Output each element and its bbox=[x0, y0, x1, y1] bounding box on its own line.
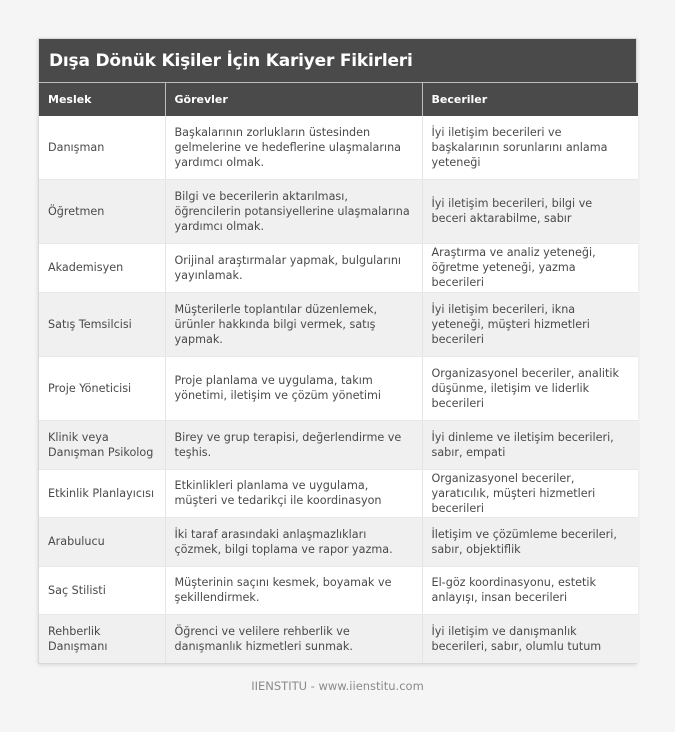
cell-gorevler: Başkalarının zorlukların üstesinden gelmelerine ve hedeflerine ulaşmalarına yardımcı olmak. bbox=[165, 116, 422, 179]
cell-beceriler: İletişim ve çözümleme becerileri, sabır, objektiflik bbox=[422, 517, 638, 566]
cell-meslek: Akademisyen bbox=[39, 243, 165, 292]
table-row bbox=[39, 566, 638, 614]
cell-beceriler: İyi dinleme ve iletişim becerileri, sabır, empati bbox=[422, 420, 638, 469]
cell-beceriler: İyi iletişim becerileri ve başkalarının sorunlarını anlama yeteneği bbox=[422, 116, 638, 179]
cell-beceriler: El-göz koordinasyonu, estetik anlayışı, insan becerileri bbox=[422, 566, 638, 614]
cell-meslek: Satış Temsilcisi bbox=[39, 292, 165, 356]
column-header-gorevler: Görevler bbox=[165, 83, 422, 116]
cell-gorevler: Müşterinin saçını kesmek, boyamak ve şekillendirmek. bbox=[165, 566, 422, 614]
table-row bbox=[39, 469, 638, 517]
table-row bbox=[39, 614, 638, 663]
cell-beceriler: Organizasyonel beceriler, analitik düşünme, iletişim ve liderlik becerileri bbox=[422, 356, 638, 420]
cell-meslek: Arabulucu bbox=[39, 517, 165, 566]
footer-credit: IIENSTITU - www.iienstitu.com bbox=[251, 679, 424, 693]
table-row bbox=[39, 179, 638, 243]
column-header-meslek: Meslek bbox=[39, 83, 165, 116]
cell-gorevler: Proje planlama ve uygulama, takım yönetimi, iletişim ve çözüm yönetimi bbox=[165, 356, 422, 420]
table-title: Dışa Dönük Kişiler İçin Kariyer Fikirleri bbox=[39, 39, 636, 83]
cell-gorevler: İki taraf arasındaki anlaşmazlıkları çözmek, bilgi toplama ve rapor yazma. bbox=[165, 517, 422, 566]
column-header-beceriler: Beceriler bbox=[422, 83, 638, 116]
career-table bbox=[39, 83, 638, 663]
cell-beceriler: Araştırma ve analiz yeteneği, öğretme yeteneği, yazma becerileri bbox=[422, 243, 638, 292]
cell-meslek: Öğretmen bbox=[39, 179, 165, 243]
table-row bbox=[39, 420, 638, 469]
cell-meslek: Danışman bbox=[39, 116, 165, 179]
cell-beceriler: İyi iletişim becerileri, ikna yeteneği, müşteri hizmetleri becerileri bbox=[422, 292, 638, 356]
table-row bbox=[39, 356, 638, 420]
cell-gorevler: Orijinal araştırmalar yapmak, bulgularını yayınlamak. bbox=[165, 243, 422, 292]
career-table-card bbox=[38, 38, 637, 664]
cell-gorevler: Müşterilerle toplantılar düzenlemek, ürünler hakkında bilgi vermek, satış yapmak. bbox=[165, 292, 422, 356]
cell-gorevler: Etkinlikleri planlama ve uygulama, müşteri ve tedarikçi ile koordinasyon bbox=[165, 469, 422, 517]
cell-gorevler: Bilgi ve becerilerin aktarılması, öğrencilerin potansiyellerine ulaşmalarına yardımcı olmak. bbox=[165, 179, 422, 243]
table-row bbox=[39, 517, 638, 566]
cell-meslek: Saç Stilisti bbox=[39, 566, 165, 614]
cell-meslek: Rehberlik Danışmanı bbox=[39, 614, 165, 663]
cell-beceriler: İyi iletişim becerileri, bilgi ve beceri aktarabilme, sabır bbox=[422, 179, 638, 243]
table-row bbox=[39, 243, 638, 292]
cell-meslek: Etkinlik Planlayıcısı bbox=[39, 469, 165, 517]
cell-beceriler: Organizasyonel beceriler, yaratıcılık, müşteri hizmetleri becerileri bbox=[422, 469, 638, 517]
table-row bbox=[39, 292, 638, 356]
cell-meslek: Proje Yöneticisi bbox=[39, 356, 165, 420]
cell-gorevler: Birey ve grup terapisi, değerlendirme ve teşhis. bbox=[165, 420, 422, 469]
cell-gorevler: Öğrenci ve velilere rehberlik ve danışmanlık hizmetleri sunmak. bbox=[165, 614, 422, 663]
table-row bbox=[39, 116, 638, 179]
cell-beceriler: İyi iletişim ve danışmanlık becerileri, sabır, olumlu tutum bbox=[422, 614, 638, 663]
table-header-row bbox=[39, 83, 638, 116]
cell-meslek: Klinik veya Danışman Psikolog bbox=[39, 420, 165, 469]
